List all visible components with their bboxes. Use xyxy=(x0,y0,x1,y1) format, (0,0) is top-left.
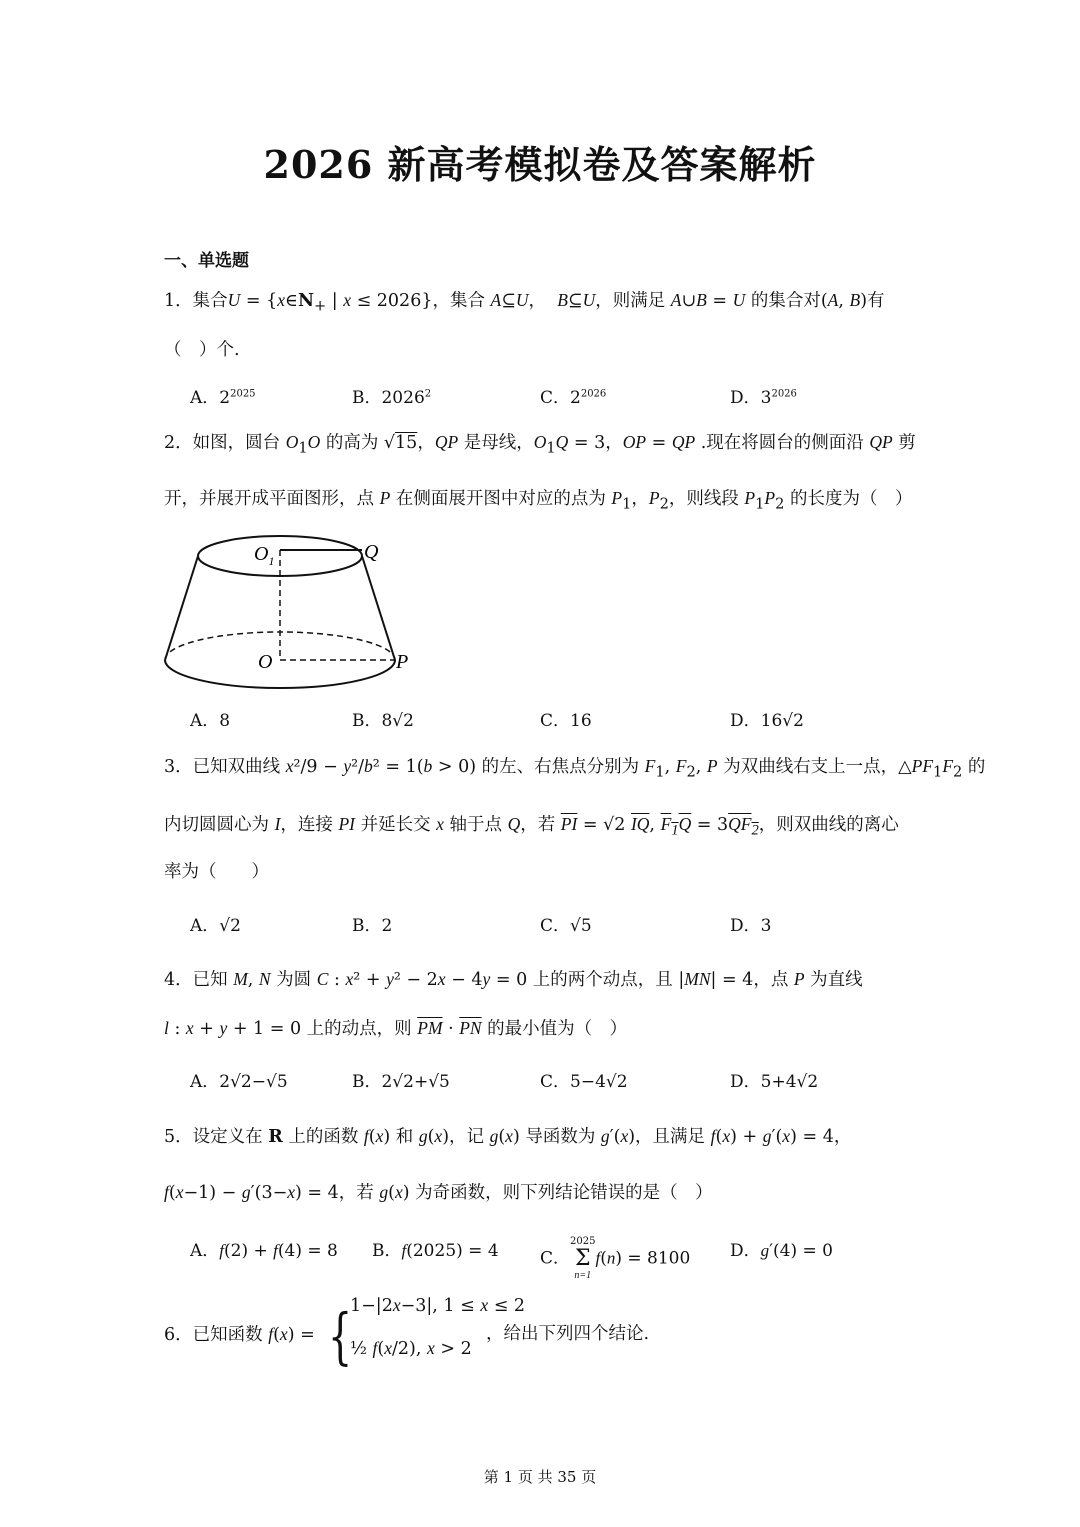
question-5-option-a: A．f(2) + f(4) = 8 xyxy=(190,1241,338,1261)
question-5-option-c: C． 2025 Σ n=1 f(n) = 8100 xyxy=(540,1236,691,1281)
page-footer: 第 1 页 共 35 页 xyxy=(483,1468,597,1486)
question-5-line-1: 5．设定义在 R 上的函数 f(x) 和 g(x)，记 g(x) 导函数为 g′(x)，且满足 f(x) + g′(x) = 4， xyxy=(164,1126,852,1147)
question-4-line-2: l : x + y + 1 = 0 上的动点，则 $\overline{PM} \cdot \overline{PN}$ 的最小值为（ ） xyxy=(164,1018,628,1039)
piecewise-case-1: 1−|2x−3|, 1 ≤ x ≤ 2 xyxy=(350,1295,526,1316)
question-1-option-c: C．$2^{2026}$ xyxy=(540,388,607,408)
question-4-option-a: A．2√2−√5 xyxy=(190,1072,288,1092)
question-3-option-a: A．√2 xyxy=(190,916,241,936)
question-5-line-2: f(x−1) − g′(3−x) = 4，若 g(x) 为奇函数，则下列结论错误的是（ ） xyxy=(164,1182,713,1203)
question-4-option-c: C．5−4√2 xyxy=(540,1072,628,1092)
question-2-line-2: 开，并展开成平面图形，点 P 在侧面展开图中对应的点为 $P_1$，$P_2$，则线段 $P_1P_2$ 的长度为（ ） xyxy=(164,488,913,513)
frustum-right-generatrix xyxy=(362,556,395,660)
question-4-line-1: 4．已知 M, N 为圆 C : x² + y² − 2x − 4y = 0 上的两个动点，且 |MN| = 4，点 P 为直线 xyxy=(164,969,863,990)
document-title: 2026 新高考模拟卷及答案解析 xyxy=(263,142,817,187)
question-5-option-b: B．f(2025) = 4 xyxy=(372,1241,499,1261)
frustum-figure xyxy=(160,530,420,700)
question-1-line-2: （ ）个. xyxy=(164,340,240,360)
question-3-option-d: D．3 xyxy=(730,916,772,936)
question-5-option-d: D．g′(4) = 0 xyxy=(730,1241,833,1261)
question-6-prefix: 6．已知函数 f(x) = xyxy=(164,1324,315,1345)
question-1-option-d: D．$3^{2026}$ xyxy=(730,388,797,408)
question-1-line-1: 1．集合$U = \{x\in N_+$ | x ≤ 2026}，集合 A⊆U， B⊆U，则满足 A∪B = U 的集合对(A, B)有 xyxy=(164,290,885,315)
label-o: O xyxy=(258,651,273,673)
question-1-option-b: B．2026$^2$ xyxy=(352,388,432,408)
frustum-bottom-front-arc xyxy=(165,660,395,688)
section-heading: 一、单选题 xyxy=(164,251,249,271)
question-2-option-b: B．8√2 xyxy=(352,711,414,731)
question-4-option-b: B．2√2+√5 xyxy=(352,1072,450,1092)
question-3-option-b: B．2 xyxy=(352,916,393,936)
question-3-line-3: 率为（ ） xyxy=(164,862,269,882)
question-2-option-a: A．8 xyxy=(190,711,231,731)
label-o1: $O_1$ xyxy=(254,543,275,568)
frustum-left-generatrix xyxy=(165,556,198,660)
question-6-suffix: ，给出下列四个结论. xyxy=(486,1324,650,1344)
question-2-option-c: C．16 xyxy=(540,711,592,731)
piecewise-case-2: ½ f(x/2), x > 2 xyxy=(350,1338,472,1359)
question-2-option-d: D．16√2 xyxy=(730,711,804,731)
label-q: Q xyxy=(364,541,379,563)
piecewise-brace: { xyxy=(328,1300,353,1372)
question-4-option-d: D．5+4√2 xyxy=(730,1072,819,1092)
question-2-line-1: 2．如图，圆台 $O_1O$ 的高为 √15，QP 是母线，$O_1Q = 3$，OP = QP .现在将圆台的侧面沿 QP 剪 xyxy=(164,432,916,457)
label-p: P xyxy=(396,651,409,673)
question-3-line-1: 3．已知双曲线 x²/9 − y²/b² = 1(b > 0) 的左、右焦点分别为 $F_1$, $F_2$, P 为双曲线右支上一点，$\triangle PF_1F_2$ 的 xyxy=(164,756,986,781)
question-3-option-c: C．√5 xyxy=(540,916,592,936)
question-3-line-2: 内切圆圆心为 I，连接 PI 并延长交 x 轴于点 Q，若 $\overline{PI} = √2$ $\overline{IQ}$, $F_1Q = 3QF_2$，则双曲线的离心 xyxy=(164,814,899,839)
question-1-option-a: A．$2^{2025}$ xyxy=(190,388,256,408)
